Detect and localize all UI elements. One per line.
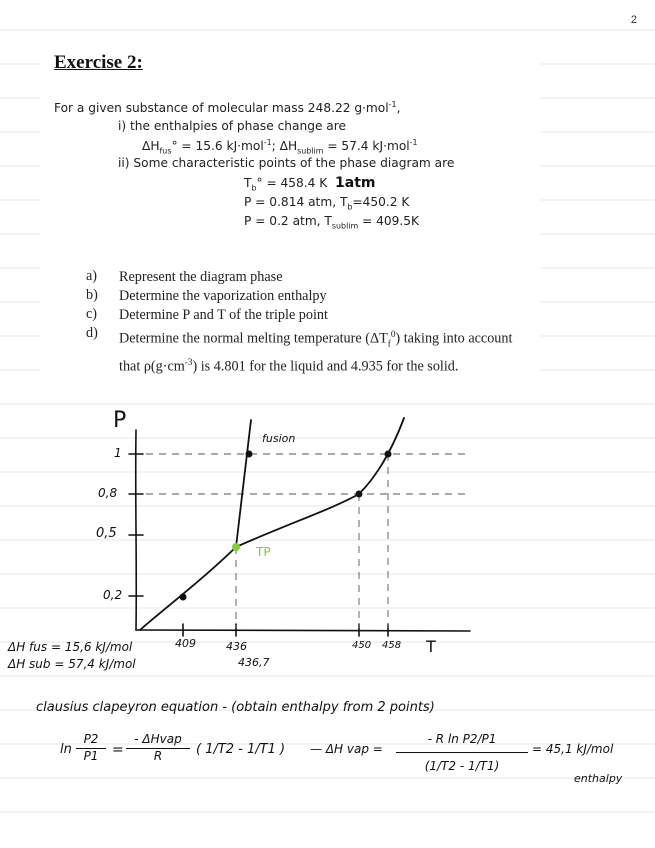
- eq-ratio: P2 P1: [76, 732, 106, 763]
- point-tb: $T_b^\circ = 458.4$ K 1atm: [244, 175, 376, 193]
- x-tick-label-450: 450: [352, 640, 372, 651]
- x-tick-label-436: 436: [226, 640, 247, 653]
- item-ii: ii) Some characteristic points of the phase diagram are: [118, 156, 455, 170]
- x-axis: [136, 630, 470, 631]
- eq-ln: ln: [60, 742, 72, 757]
- note-clausius: clausius clapeyron equation - (obtain enthalpy from 2 points): [36, 700, 435, 715]
- point-p1: P = 0.814 atm, $T_b=450.2$ K: [244, 195, 410, 212]
- triple-point-label: TP: [256, 545, 271, 559]
- point-sublim: [180, 594, 187, 601]
- y-axis-label: P: [113, 408, 127, 433]
- sublimation-curve: [140, 547, 236, 630]
- eq-result: = 45,1 kJ/mol: [532, 742, 614, 756]
- eq-dh-vap-formula: - R ln P2/P1 (1/T2 - 1/T1): [396, 732, 528, 773]
- x-tick-label-458: 458: [382, 640, 402, 651]
- y-axis: [136, 430, 137, 630]
- note-dh-sub: ΔH sub = 57,4 kJ/mol: [8, 657, 136, 671]
- x-axis-label: T: [426, 637, 436, 656]
- eq-dh-over-r: - ΔHvap R: [126, 732, 190, 763]
- x-tick-label-409: 409: [175, 637, 196, 650]
- point-vap: [356, 491, 363, 498]
- eq-result-label: enthalpy: [574, 772, 623, 785]
- y-tick-label-08: 0,8: [98, 486, 118, 500]
- y-tick-label-1: 1: [114, 446, 122, 460]
- point-boiling: [385, 451, 392, 458]
- exercise-title: Exercise 2:: [54, 52, 143, 73]
- enthalpy-values: $\Delta H_{fus}^\circ = 15.6$ kJ·mol$^{-1}$; $\Delta H_{sublim} = 57.4$ kJ·mol$^{-1}$: [142, 138, 418, 156]
- eq-equals: =: [112, 742, 124, 758]
- item-i: i) the enthalpies of phase change are: [118, 119, 347, 133]
- y-tick-label-02: 0,2: [103, 588, 123, 602]
- page-number: 2: [630, 14, 637, 26]
- y-tick-label-05: 0,5: [96, 526, 117, 541]
- triple-point: [232, 543, 240, 551]
- eq-arrow: — ΔH vap =: [310, 742, 383, 756]
- tb-handwritten-note: 1atm: [335, 175, 376, 191]
- x-tick-extra-label: 436,7: [238, 656, 270, 669]
- point-p2: P = 0.2 atm, $T_{sublim} = 409.5K$: [244, 214, 420, 231]
- point-fusion: [246, 451, 253, 458]
- note-dh-fus: ΔH fus = 15,6 kJ/mol: [8, 640, 133, 654]
- intro-line: For a given substance of molecular mass 248.22 g·mol$^{-1}$,: [54, 100, 401, 116]
- fusion-curve: [236, 420, 251, 547]
- eq-paren: ( 1/T2 - 1/T1 ): [196, 742, 286, 757]
- fusion-curve-label: fusion: [262, 432, 296, 445]
